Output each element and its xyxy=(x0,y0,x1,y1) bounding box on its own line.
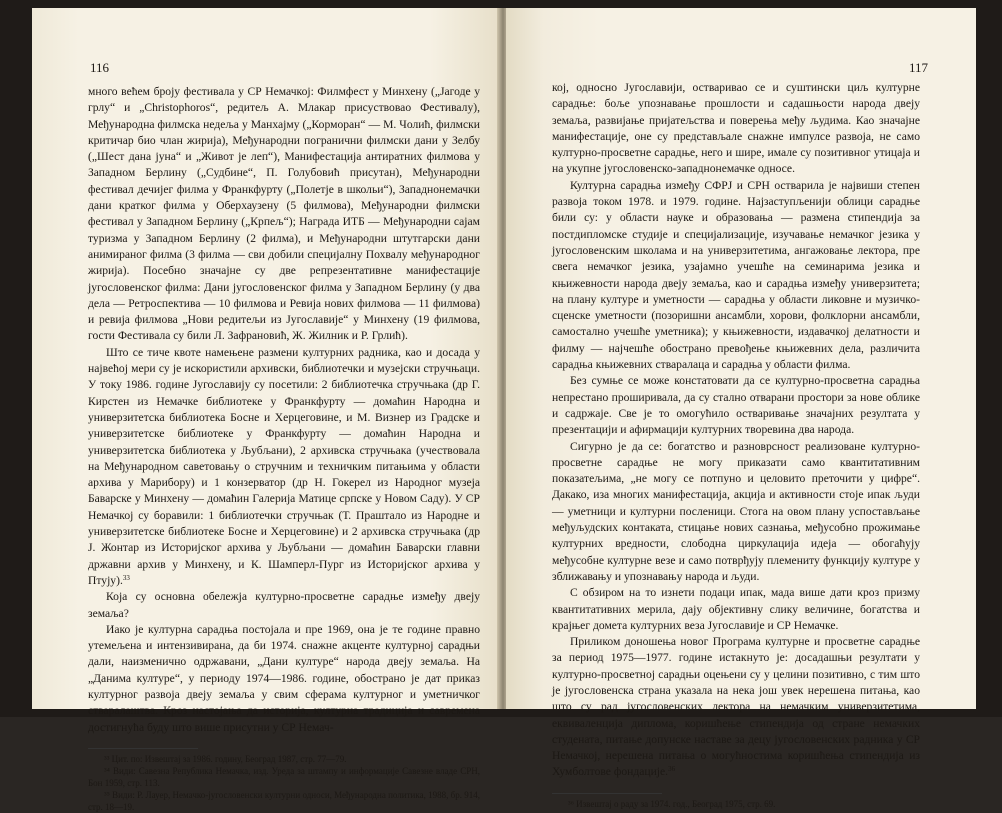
paragraph: много већем броју фестивала у СР Немачкој: Филмфест у Минхену („Јагоде у грлу“ и „Christophoros“, редитељ А. Млакар присуствовао Фестивалу), Међународна филмска недеља у Манхајму („Корморан“ — М. Чолић, филмски критичар био члан жирија), Међународни погранични филмски дани у Зелбу („Шест дана јуна“ и „Живот је леп“), Манифестација антиратних филмова у Западном Берлину („Судбине“, П. Голубовић присутан), Међународни фестивал дечијег филма у Франкфурту („Полетје в школьи“), Западнонемачки дани кратког филма у Оберхаузену (5 филмова), Међународни филмски фестивал у Западном Берлину („Крпељ“); Награда ИТБ — Међународни сајам туризма у Западном Берлину (2 филма), и Међународни штутгарски дани анимираног филма (3 филма — сви добили специјалну Похвалу међународног жирија). Посебно значајне су две репрезентативне манифестације југословенског филма: Дани југословенског филма у Западном Берлину (у два дела — Ретроспектива — 10 филмова и Ревија нових филмова — 11 филмова) и ревија филмова „Нови редитељи из Југославије“ у Минхену (19 филмова, гости Фестивала су били Л. Зафрановић, Ж. Жилник и Р. Грлић). xyxy=(88,85,480,343)
page-number: 117 xyxy=(908,60,928,75)
footnote: ³³ Цит. по: Извештај за 1986. годину, Београд 1987, стр. 77—79. xyxy=(104,753,347,764)
footnote-ref: 36 xyxy=(668,765,676,774)
footnote-ref: 33 xyxy=(122,573,130,582)
paragraph: Што се тиче квоте намењене размени културних радника, као и досада у највећој мери су је искористили архивски, библиотечки и музејски стручњаци. У току 1986. године Југославију су посетили: 2 библиотечка стручњака (др Г. Кирстен из Немачке библиотеке у Франкфурту — домаћин Народна и универзитетска библиотека Босне и Херцеговине, и М. Визнер из Градске и универзитетске библиотеке у Франкфурту — домаћин Народна и универзитетска библиотека у Љубљани), 2 архивска стручњака (учествовала на Међународном саветовању о стручним и техничким питањима у области архива у Марибору) и 1 конзерватор (др Н. Гокерел из Народног музеја Баварске у Минхену — домаћин Галерија Матице српске у Новом Саду). У СР Немачкој су боравили: 1 библиотечки стручњак (Т. Праштало из Народне и универзитетске библиотеке Босне и Херцеговине) и 2 архивска стручњака (др Ј. Жонтар из Историјског архива у Љубљани — домаћин Баварски главни државни архив у Минхену, и К. Шамперл-Пург из Историјског архива у Птују).$^{33}$ xyxy=(88,345,480,587)
paragraph: Која су основна обележја културно-просветне сарадње између двеју земаља? xyxy=(88,590,480,620)
page-body xyxy=(88,84,480,736)
footnotes xyxy=(88,753,480,813)
paragraph: кој, односно Југославији, остваривао се и суштински циљ културне сарадње: боље упознавање прошлости и садашњости народа двеју земаља, развијање пријатељства и поверења међу људима. Као значајне манифестације, оне су представљале снажне импулсе развоја, не само културно-просветне сарадње, него и шире, имале су позитивног утицаја и на укупне југословенско-западнонемачке односе. xyxy=(552,81,920,176)
paragraph: Приликом доношења новог Програма културне и просветне сарадње за период 1975—1977. године истакнуто је: досадашњи резултати у културно-просветној сарадњи оцењени су у целини позитивно, с тим што је југословенска страна указала на нека још увек нерешена питања, као што су рад југословенских лектора на немачким универзитетима, еквиваленција диплома, коришћење стипендија од стране немачких студената, питање допунске наставе за децу југословенских радника у СР Немачкој, нерешена питања о могућностима коришћења стипендија из Хумболтове фондације.$^{36}$ xyxy=(552,635,920,779)
footnote: ³⁶ Извештај о раду за 1974. год., Београд 1975, стр. 69. xyxy=(568,798,776,809)
paragraph: С обзиром на то изнети подаци ипак, мада више дати кроз призму квантитативних мерила, дају објективну слику величине, богатства и крајњег домета културних веза Југославије и СР Немачке. xyxy=(552,586,920,632)
right-page xyxy=(506,8,976,809)
page-body xyxy=(552,80,920,781)
footnotes xyxy=(552,798,920,810)
left-page xyxy=(32,8,500,812)
footnote-separator xyxy=(552,793,662,794)
footnote: ³⁴ Види: Савезна Република Немачка, изд. Уреда за штампу и информације Савезне владе СРН, Бон 1959, стр. 113. xyxy=(88,765,480,788)
paragraph: Културна сарадња између СФРЈ и СРН остварила је највиши степен развоја током 1978. и 1979. године. Најзаступљенији облици сарадње били су: у области науке и образовања — размена стипендија за постдипломске студије и специјализације, изучавање немачког језика у југословенским школама и на универзитетима, ангажовање лектора, пре свега немачког језика, узајамно учешће на семинарима језика и књижевности народа двеју земаља, као и сарадња између универзитета; на плану културе и уметности — сарадња у области ликовне и музичко-сценске уметности (позоришни ансамбли, хорови, фолклорни ансамбли, самостално учешће уметника); у књижевности, издавачкој делатности и филму — најчешће обострано превођење књижевних дела, различита сарадња књижевних стваралаца и сарадња у области филма. xyxy=(552,178,920,372)
footnote: ³⁵ Види: Р. Лауер, Немачко-југословенски културни односи, Међународна политика, 1988, бр. 914, стр. 18—19. xyxy=(88,789,480,812)
footnote-separator xyxy=(88,748,198,749)
paragraph: Иако је културна сарадња постојала и пре 1969, она је те године правно утемељена и интензивирана, да би 1974. снажне акценте културној сарадњи дали, наизменично одржавани, „Дани културе“ народа двеју земаља. На „Данима културе“, у периоду 1974—1986. године, обострано је дат приказ културног развоја двеју земаља у свим сферама културног и уметничког стваралаштва. Кроз настојања да историја, културна традиција и савремена достигнућа буду што више присутни у СР Немач- xyxy=(88,622,480,734)
paragraph: Сигурно је да се: богатство и разноврсност реализоване културно-просветне сарадње не могу приказати само квантитативним показатељима, „не могу се потпуно и целовито преточити у цифре“. Дакако, иза многих манифестација, акција и активности стоје ипак људи — уметници и културни посленици. Стога на овом плану успостављање међуљудских контаката, стицање нових сазнања, међусобно прожимање културних вредности, слободна циркулација идеја — обогаћују међусобне културне везе и само потврђују племениту функцију културе у зближавању и упознавању народа и људи. xyxy=(552,439,920,583)
page-number: 116 xyxy=(90,60,110,75)
paragraph: Без сумње се може констатовати да се културно-просветна сарадња непрестано проширивала, да су стално отварани простори за нове облике и садржаје. Све је то омогућило остваривање значајних резултата у презентацији и афирмацији културних творевина два народа. xyxy=(552,374,920,437)
